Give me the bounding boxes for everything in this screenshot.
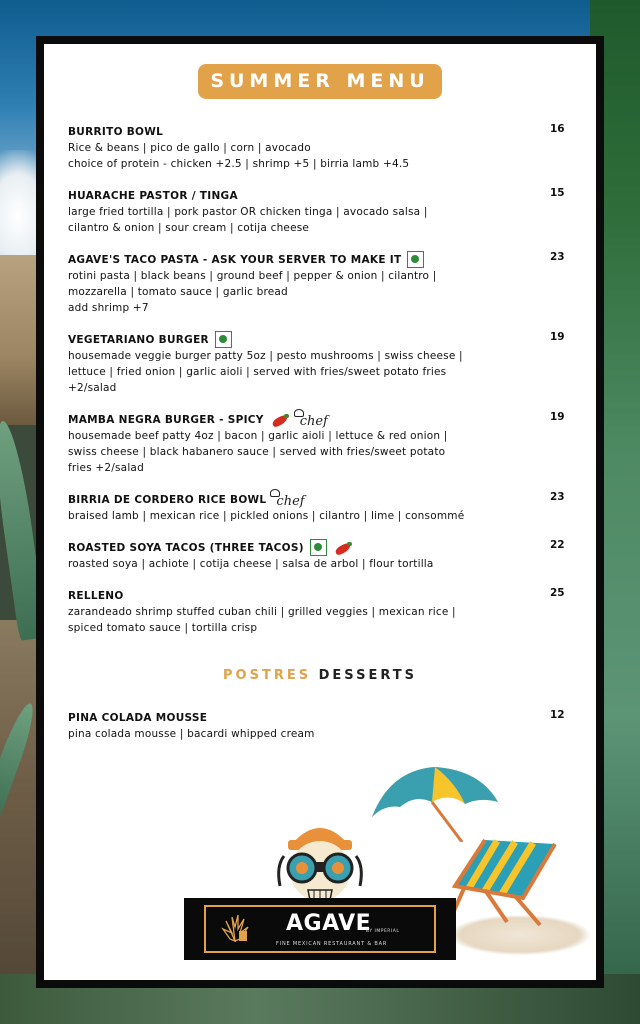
- menu-item-price: 12: [550, 709, 565, 721]
- logo-tagline: FINE MEXICAN RESTAURANT & BAR: [276, 941, 388, 947]
- menu-item-header: [68, 187, 568, 204]
- menu-title: SUMMER MENU: [198, 64, 442, 99]
- menu-item-name: AGAVE'S TACO PASTA - ASK YOUR SERVER TO MAKE IT: [68, 253, 402, 266]
- agave-plant-logo-icon: [220, 913, 250, 943]
- menu-item-description: mozzarella | tomato sauce | garlic bread: [68, 286, 288, 298]
- menu-item-name: MAMBA NEGRA BURGER - SPICY: [68, 413, 264, 426]
- beach-chair-illustration: [445, 830, 565, 930]
- menu-item-description: fries +2/salad: [68, 462, 144, 474]
- menu-item-name: VEGETARIANO BURGER: [68, 333, 209, 346]
- desserts-heading-es: POSTRES: [223, 668, 312, 683]
- menu-item-description: braised lamb | mexican rice | pickled onions | cilantro | lime | consommé: [68, 510, 465, 522]
- menu-item: [68, 123, 568, 172]
- menu-item-price: 15: [550, 187, 565, 199]
- agave-logo: [184, 898, 456, 960]
- menu-item-price: 16: [550, 123, 565, 135]
- menu-item: [68, 539, 568, 572]
- menu-item-description: housemade veggie burger patty 5oz | pesto mushrooms | swiss cheese |: [68, 350, 463, 362]
- menu-item: [68, 411, 568, 476]
- menu-item: [68, 491, 568, 524]
- menu-item-price: 25: [550, 587, 565, 599]
- vegetarian-icon: [407, 251, 424, 268]
- menu-item-description: swiss cheese | black habanero sauce | served with fries/sweet potato: [68, 446, 446, 458]
- logo-name: AGAVE: [286, 911, 372, 936]
- menu-item: [68, 251, 568, 316]
- vegetarian-icon: [310, 539, 327, 556]
- menu-item-header: [68, 411, 568, 428]
- chef-word: chef: [276, 493, 305, 509]
- menu-item: [68, 587, 568, 636]
- menu-item: [68, 187, 568, 236]
- menu-item-price: 19: [550, 411, 565, 423]
- menu-item-price: 19: [550, 331, 565, 343]
- menu-item-description: rotini pasta | black beans | ground beef | pepper & onion | cilantro |: [68, 270, 437, 282]
- chili-icon: [270, 413, 290, 427]
- menu-item-description: Rice & beans | pico de gallo | corn | avocado: [68, 142, 311, 154]
- menu-item-description: large fried tortilla | pork pastor OR chicken tinga | avocado salsa |: [68, 206, 428, 218]
- menu-item-description: pina colada mousse | bacardi whipped cream: [68, 728, 315, 740]
- menu-item-description: add shrimp +7: [68, 302, 149, 314]
- menu-item-header: [68, 123, 568, 140]
- skull-binoculars-illustration: [272, 816, 368, 906]
- logo-by-line: BY IMPERIAL: [366, 929, 400, 934]
- menu-item-header: [68, 331, 568, 348]
- chef-icon: [270, 489, 304, 511]
- menu-item-name: BURRITO BOWL: [68, 125, 164, 138]
- chili-icon: [333, 541, 353, 555]
- menu-item-description: choice of protein - chicken +2.5 | shrimp +5 | birria lamb +4.5: [68, 158, 410, 170]
- chef-word: chef: [299, 413, 328, 429]
- menu-item-price: 23: [550, 491, 565, 503]
- desserts-heading: [0, 668, 640, 683]
- menu-item-name: PINA COLADA MOUSSE: [68, 711, 208, 724]
- menu-item-header: [68, 539, 568, 556]
- menu-item-header: [68, 491, 568, 508]
- menu-item-header: [68, 709, 568, 726]
- menu-item-name: BIRRIA DE CORDERO RICE BOWL: [68, 493, 267, 506]
- menu-item-name: RELLENO: [68, 589, 124, 602]
- menu-item-description: spiced tomato sauce | tortilla crisp: [68, 622, 258, 634]
- menu-item-header: [68, 251, 568, 268]
- vegetarian-icon: [215, 331, 232, 348]
- desserts-heading-en: DESSERTS: [318, 668, 417, 683]
- menu-item-description: lettuce | fried onion | garlic aioli | served with fries/sweet potato fries: [68, 366, 447, 378]
- menu-item-name: ROASTED SOYA TACOS (THREE TACOS): [68, 541, 304, 554]
- logo-border: [204, 905, 436, 953]
- menu-item-description: zarandeado shrimp stuffed cuban chili | grilled veggies | mexican rice |: [68, 606, 456, 618]
- menu-item-description: cilantro & onion | sour cream | cotija cheese: [68, 222, 310, 234]
- menu-item-description: roasted soya | achiote | cotija cheese | salsa de arbol | flour tortilla: [68, 558, 434, 570]
- menu-item-header: [68, 587, 568, 604]
- menu-item-name: HUARACHE PASTOR / TINGA: [68, 189, 238, 202]
- menu-item-price: 22: [550, 539, 565, 551]
- menu-item-price: 23: [550, 251, 565, 263]
- menu-item-description: housemade beef patty 4oz | bacon | garlic aioli | lettuce & red onion |: [68, 430, 448, 442]
- chef-icon: [294, 409, 328, 431]
- menu-item: [68, 331, 568, 396]
- menu-item-description: +2/salad: [68, 382, 117, 394]
- menu-item: [68, 709, 568, 742]
